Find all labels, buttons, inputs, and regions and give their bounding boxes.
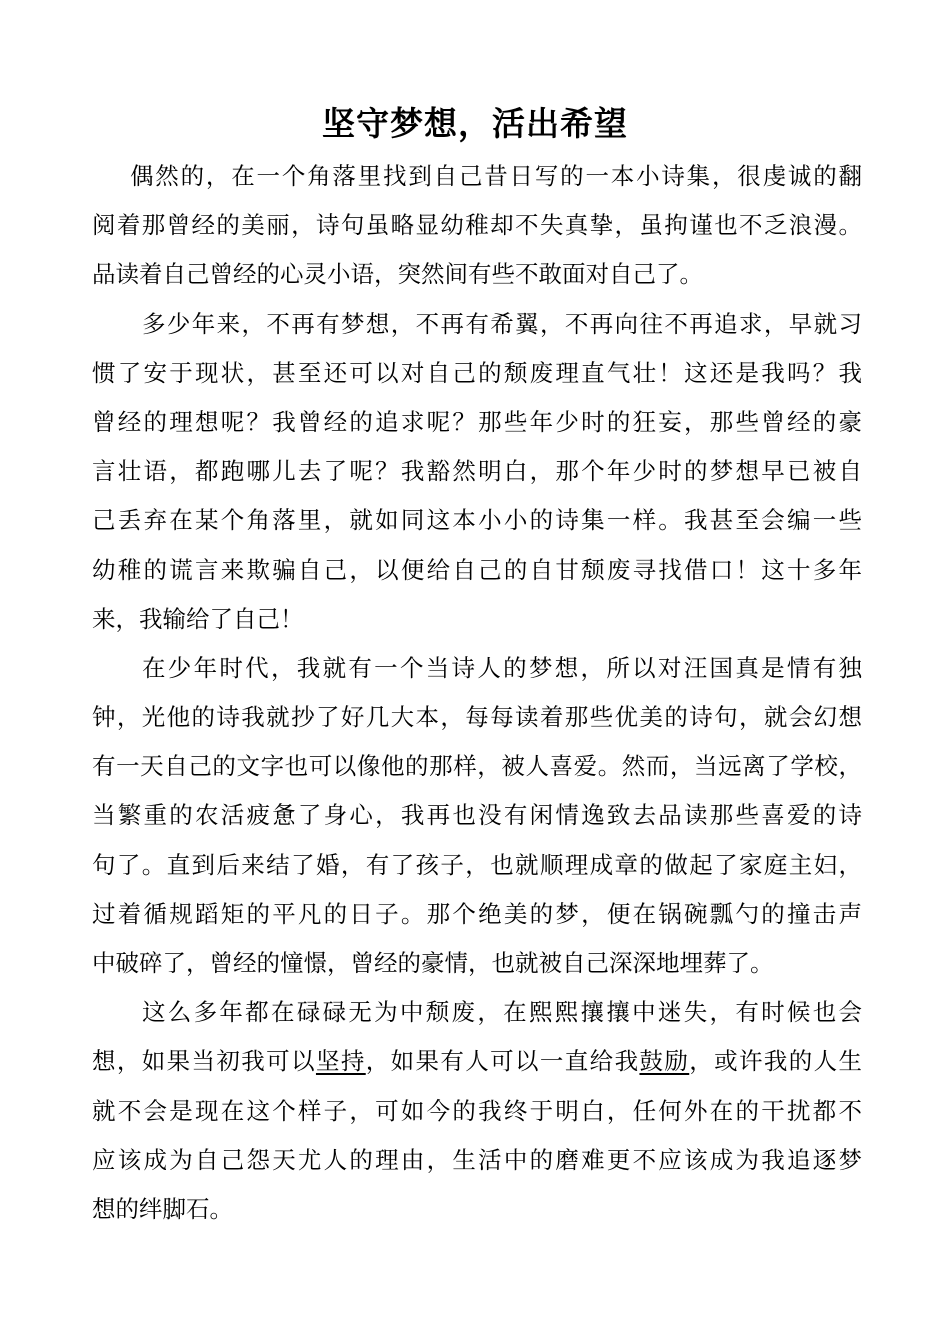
paragraph-4-line: 就不会是现在这个样子，可如今的我终于明白，任何外在的干扰都不 bbox=[92, 1096, 862, 1125]
paragraph-3-line: 当繁重的农活疲惫了身心，我再也没有闲情逸致去品读那些喜爱的诗 bbox=[92, 801, 862, 830]
paragraph-1-line: 阅着那曾经的美丽，诗句虽略显幼稚却不失真挚，虽拘谨也不乏浪漫。 bbox=[92, 211, 862, 240]
paragraph-4-line: 想的绊脚石。 bbox=[92, 1194, 233, 1223]
document-title: 坚守梦想，活出希望 bbox=[322, 104, 628, 143]
paragraph-3-line: 过着循规蹈矩的平凡的日子。那个绝美的梦，便在锅碗瓢勺的撞击声 bbox=[92, 899, 862, 928]
paragraph-2-line: 多少年来，不再有梦想，不再有希翼，不再向往不再追求，早就习 bbox=[142, 309, 862, 338]
paragraph-4-text: 想，如果当初我可以 bbox=[92, 1047, 316, 1076]
paragraph-2-line: 惯了安于现状，甚至还可以对自己的颓废理直气壮！这还是我吗？我 bbox=[92, 358, 862, 387]
paragraph-3-line: 中破碎了，曾经的憧憬，曾经的豪情，也就被自己深深地埋葬了。 bbox=[92, 949, 774, 977]
paragraph-1-line: 品读着自己曾经的心灵小语，突然间有些不敢面对自己了。 bbox=[92, 260, 703, 289]
paragraph-4-text: ，或许我的人生 bbox=[689, 1047, 863, 1076]
paragraph-4-line: 这么多年都在碌碌无为中颓废，在熙熙攘攘中迷失，有时候也会 bbox=[142, 998, 862, 1027]
underlined-word-encourage: 鼓励 bbox=[639, 1047, 690, 1076]
underlined-word-persist: 坚持 bbox=[315, 1047, 366, 1076]
paragraph-4-line: 应该成为自己怨天尤人的理由，生活中的磨难更不应该成为我追逐梦 bbox=[92, 1145, 862, 1174]
paragraph-3-line: 钟，光他的诗我就抄了好几大本，每每读着那些优美的诗句，就会幻想 bbox=[92, 703, 862, 732]
paragraph-2-line: 幼稚的谎言来欺骗自己，以便给自己的自甘颓废寻找借口！这十多年 bbox=[92, 555, 862, 584]
paragraph-3-line: 有一天自己的文字也可以像他的那样，被人喜爱。然而，当远离了学校， bbox=[92, 752, 862, 781]
paragraph-3-line: 在少年时代，我就有一个当诗人的梦想，所以对汪国真是情有独 bbox=[142, 653, 862, 682]
document-body bbox=[92, 152, 862, 1234]
paragraph-2-line: 来，我输给了自己！ bbox=[92, 604, 304, 633]
paragraph-4-text: ，如果有人可以一直给我 bbox=[365, 1047, 640, 1076]
paragraph-1-line: 偶然的，在一个角落里找到自己昔日写的一本小诗集，很虔诚的翻 bbox=[130, 162, 862, 190]
paragraph-2-line: 言壮语，都跑哪儿去了呢？我豁然明白，那个年少时的梦想早已被自 bbox=[92, 457, 862, 486]
paragraph-2-line: 己丢弃在某个角落里，就如同这本小小的诗集一样。我甚至会编一些 bbox=[92, 506, 862, 535]
paragraph-4-line bbox=[92, 1037, 862, 1086]
paragraph-2-line: 曾经的理想呢？我曾经的追求呢？那些年少时的狂妄，那些曾经的豪 bbox=[92, 407, 862, 436]
paragraph-3-line: 句了。直到后来结了婚，有了孩子，也就顺理成章的做起了家庭主妇， bbox=[92, 850, 862, 879]
